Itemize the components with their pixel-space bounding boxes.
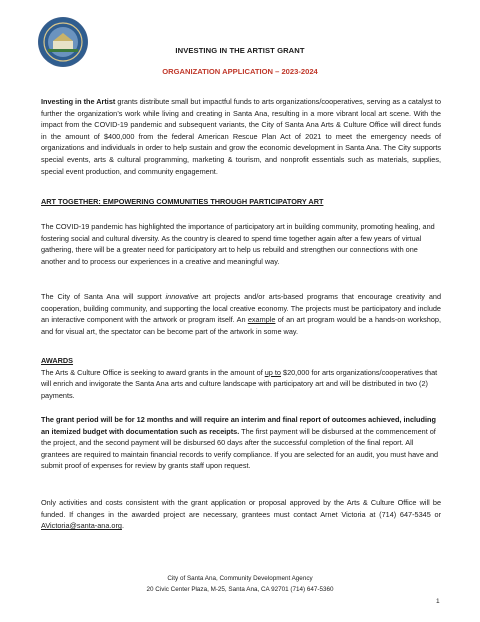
email-link[interactable]: AVictoria@santa-ana.org bbox=[41, 521, 122, 531]
example-link[interactable]: example bbox=[247, 315, 276, 325]
text-span: The Arts & Culture Office is seeking to award grants in the amount of bbox=[41, 367, 265, 377]
awards-section bbox=[41, 355, 441, 401]
footer-address: 20 Civic Center Plaza, M-25, Santa Ana, CA 92701 (714) 647-5360 bbox=[146, 585, 334, 593]
paragraph bbox=[41, 497, 441, 532]
participatory-art-paragraph-2 bbox=[41, 291, 441, 337]
awards-paragraph-1 bbox=[41, 367, 441, 402]
funding-conditions-paragraph bbox=[41, 497, 441, 532]
intro-lead: Investing in the Artist bbox=[41, 97, 116, 106]
text-span: of an art program would be a hands-on workshop, and for visual art, the spectator can be become part of the artwork in some way. bbox=[41, 315, 441, 336]
underlined-text: up to bbox=[264, 367, 281, 377]
text-span: The City of Santa Ana will support bbox=[41, 292, 166, 301]
grant-period-paragraph bbox=[41, 414, 441, 472]
intro-section bbox=[41, 96, 441, 177]
footer-agency: City of Santa Ana, Community Development Agency bbox=[167, 575, 313, 582]
text-span: . bbox=[121, 521, 124, 531]
document-subtitle: ORGANIZATION APPLICATION – 2023-2024 bbox=[162, 67, 318, 76]
city-seal-logo bbox=[38, 17, 88, 67]
section-heading: ART TOGETHER: EMPOWERING COMMUNITIES THROUGH PARTICIPATORY ART bbox=[41, 197, 324, 206]
paragraph bbox=[41, 414, 441, 472]
text-span: Only activities and costs consistent with the grant application or proposal approved by the Arts & Culture Office will be funded. If changes in the awarded project are necessary, grantees must contact Arnet Victoria at (714) 647-5345 or bbox=[41, 498, 441, 519]
document-title: INVESTING IN THE ARTIST GRANT bbox=[175, 46, 305, 55]
participatory-art-section bbox=[41, 196, 441, 208]
footer bbox=[0, 574, 480, 595]
text-span: art projects and/or arts-based programs that encourage creativity and cooperation, building community, and supporting the local creative economy. The projects must be participatory and include an interactive component with the artwork or program itself. An bbox=[41, 292, 441, 325]
participatory-art-paragraph-1 bbox=[41, 221, 441, 267]
intro-text: grants distribute small but impactful funds to arts organizations/cooperatives, serving as a catalyst to further the organization’s work while living and creating in Santa Ana, resulting in a more vibrant local art scene. With the impact from the COVID-19 pandemic and subsequent variants, the City of Santa Ana Arts & Culture Office will direct funds in the amount of $400,000 from the federal American Rescue Plan Act of 2021 to meet the emergency needs of organizations and individuals in order to help sustain and grow the economic development in Santa Ana. The City supports special events, arts & cultural programming, marketing & tourism, and nonprofit essentials such as materials, supplies, special event production, and community engagement. bbox=[41, 97, 442, 176]
emphasis-text: innovative bbox=[165, 292, 199, 301]
awards-heading: AWARDS bbox=[41, 356, 74, 365]
intro-paragraph bbox=[41, 96, 441, 177]
paragraph bbox=[41, 291, 441, 337]
text-span: $20,000 for arts organizations/cooperatives that will enrich and invigorate the Santa Ana arts and culture landscape with participatory art and will be distributed in two (2) payments. bbox=[41, 367, 438, 400]
text-span: The first payment will be disbursed at the commencement of the project, and the second payment will be disbursed 60 days after the successful completion of the final report. All grantees are required to maintain financial records to verify compliance. If you are selected for an audit, you must have and submit proof of expenses for review by grants staff upon request. bbox=[41, 426, 439, 471]
page-number: 1 bbox=[436, 598, 440, 605]
bold-text: The grant period will be for 12 months and will require an interim and final report of outcomes achieved, including an itemized budget with documentation such as receipts. bbox=[41, 415, 436, 436]
paragraph: The COVID-19 pandemic has highlighted the importance of participatory art in building community, promoting healing, and fostering social and cultural diversity. As the country is cleared to spend time together again after a few years of virtual gathering, there will be a greater need for participatory art to help us rebuild and strengthen our connections with one another and to process our experiences in a creative and meaningful way. bbox=[41, 222, 435, 266]
